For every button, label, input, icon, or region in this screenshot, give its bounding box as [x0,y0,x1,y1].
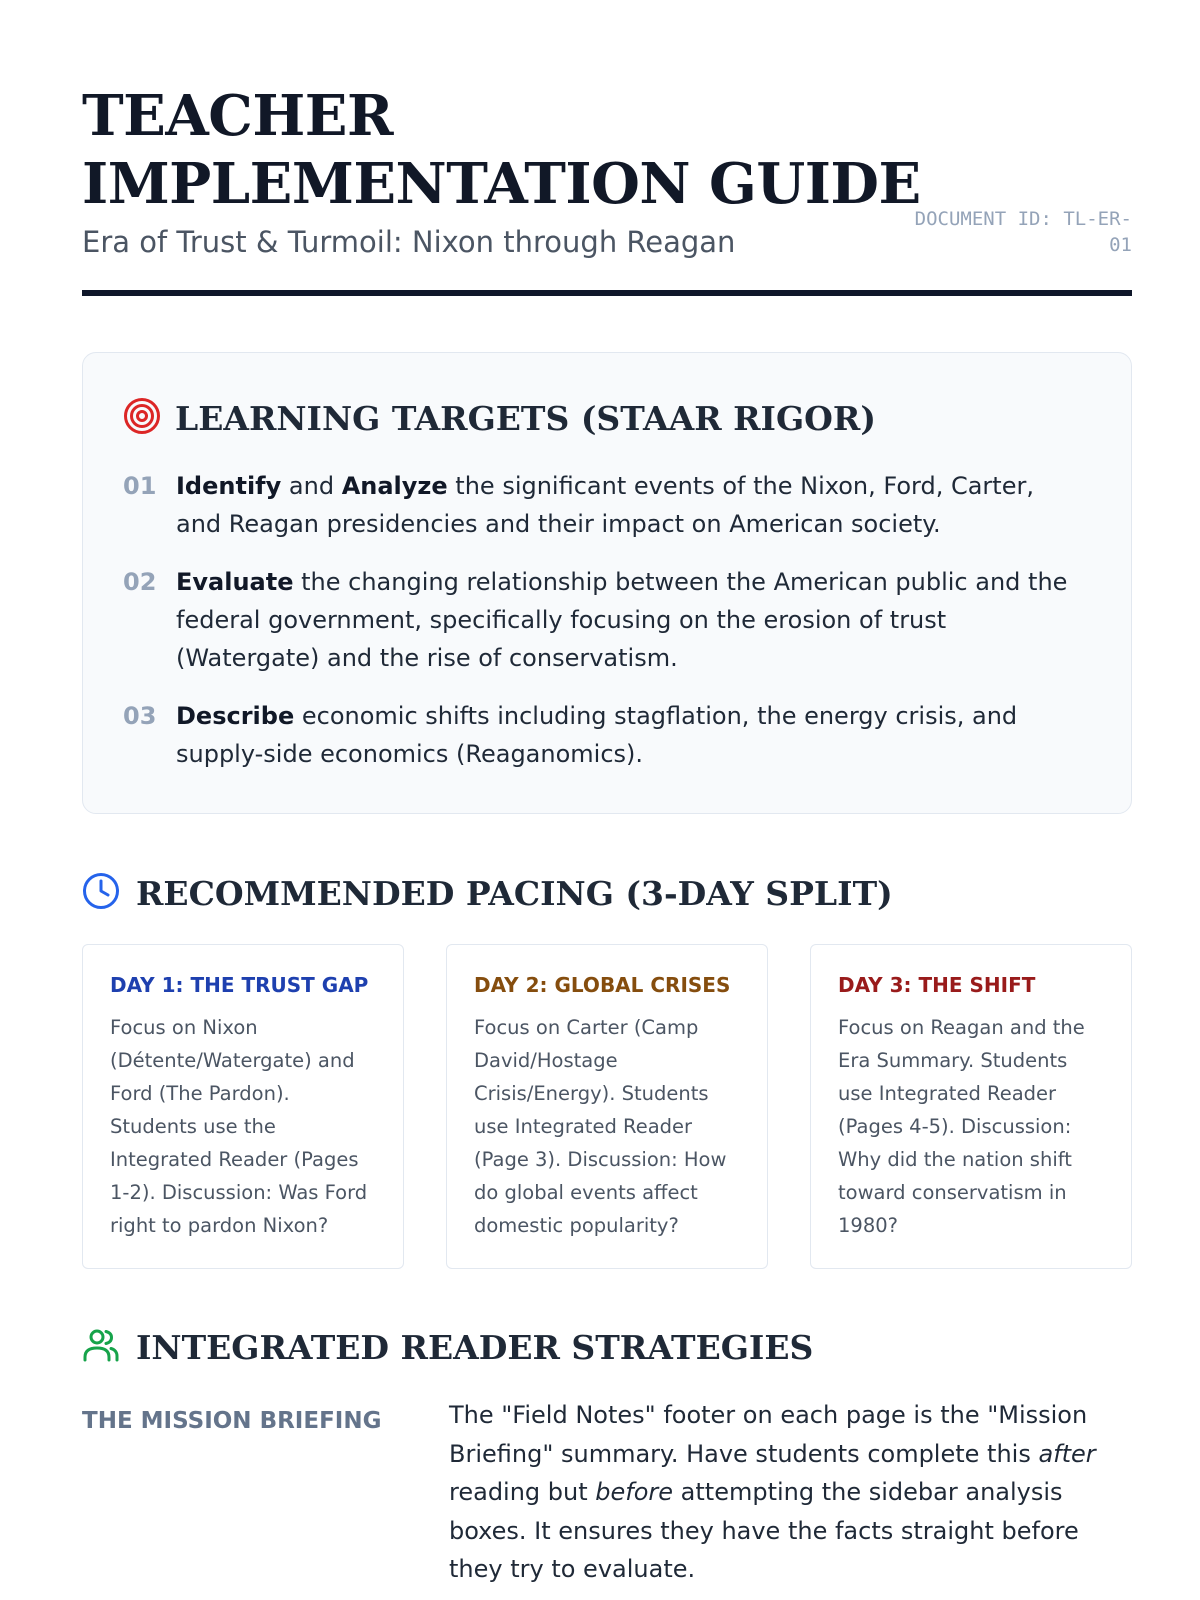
target-number: 03 [123,702,157,730]
learning-targets-panel [82,352,1132,814]
page-subtitle: Era of Trust & Turmoil: Nixon through Reagan [82,225,736,259]
day-description: Focus on Carter (Camp David/Hostage Crisis/Energy). Students use Integrated Reader (Page 3). Discussion: How do global events affect domestic popularity? [474,1016,727,1237]
header-divider [82,290,1132,296]
pacing-cards [82,944,1132,1269]
strategy-text: The "Field Notes" footer on each page is the "Mission Briefing" summary. Have students complete this after reading but before attempting the sidebar analysis boxes. It ensures they have the facts straight before they try to evaluate. [449,1401,1096,1583]
strategies-heading: INTEGRATED READER STRATEGIES [136,1328,814,1367]
day-card [810,944,1132,1269]
learning-targets-heading: LEARNING TARGETS (STAAR RIGOR) [175,399,876,438]
strategies-header [82,1326,813,1369]
target-text: Identify and Analyze the significant events of the Nixon, Ford, Carter, and Reagan presidencies and their impact on American society. [176,472,1034,538]
document-id: DOCUMENT ID: TL-ER-01 [914,208,1132,256]
target-item [123,563,1083,677]
users-icon [82,1326,136,1369]
learning-targets-list [123,467,1083,793]
strategy-label: THE MISSION BRIEFING [82,1408,382,1434]
day-card [82,944,404,1269]
page-title: TEACHER IMPLEMENTATION GUIDE [82,83,921,217]
pacing-header [82,872,893,915]
target-text: Describe economic shifts including stagflation, the energy crisis, and supply-side economics (Reaganomics). [176,702,1018,768]
target-item [123,467,1083,543]
target-text: Evaluate the changing relationship between the American public and the federal government, specifically focusing on the erosion of trust (Watergate) and the rise of conservatism. [176,568,1068,672]
pacing-heading: RECOMMENDED PACING (3-DAY SPLIT) [136,874,893,913]
day-card [446,944,768,1269]
target-item [123,697,1083,773]
target-icon [123,397,175,440]
target-number: 01 [123,472,157,500]
target-number: 02 [123,568,157,596]
learning-targets-header [123,397,876,440]
day-description: Focus on Nixon (Détente/Watergate) and Ford (The Pardon). Students use the Integrated Reader (Pages 1-2). Discussion: Was Ford right to pardon Nixon? [110,1016,368,1237]
header [82,82,1132,260]
day-title: DAY 3: THE SHIFT [838,973,1036,997]
day-title: DAY 1: THE TRUST GAP [110,973,369,997]
day-title: DAY 2: GLOBAL CRISES [474,973,731,997]
clock-icon [82,872,136,915]
day-description: Focus on Reagan and the Era Summary. Students use Integrated Reader (Pages 4-5). Discussion: Why did the nation shift toward conservatism in 1980? [838,1016,1085,1237]
